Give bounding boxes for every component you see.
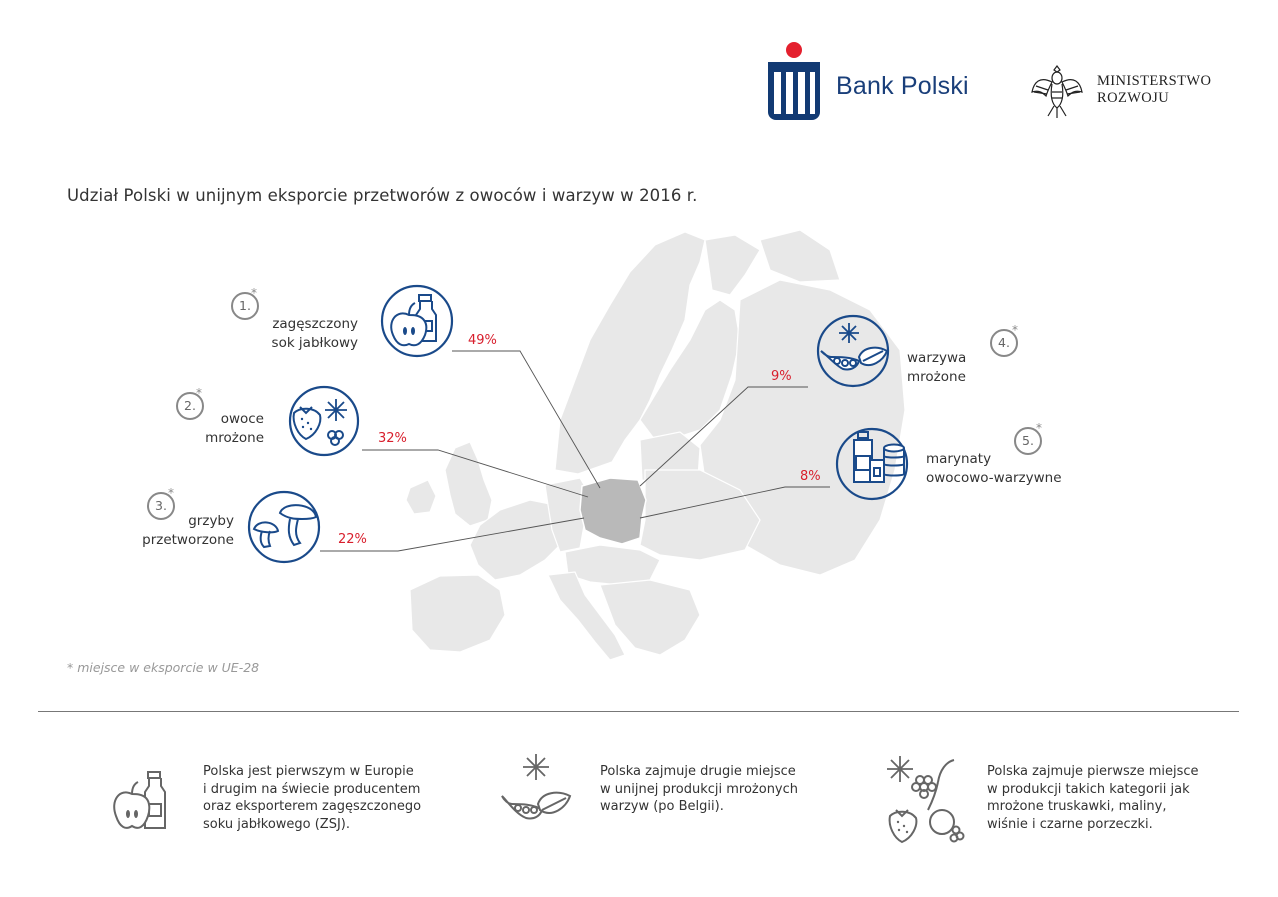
fact-1-text	[203, 763, 421, 833]
preserves-jar-icon	[834, 426, 910, 506]
footnote: * miejsce w eksporcie w UE-28	[67, 660, 260, 675]
rank-star-2: *	[196, 386, 202, 400]
fact-3-text	[987, 763, 1199, 833]
rank-badge-3: 3.	[147, 492, 175, 520]
item-percent-1: 49%	[468, 333, 497, 348]
rank-star-1: *	[251, 286, 257, 300]
item-percent-3: 22%	[338, 532, 367, 547]
fact-frozen-vegetables-icon	[498, 752, 578, 838]
item-label-5-line2: owocowo-warzywne	[926, 470, 1062, 486]
bank-name: Bank Polski	[836, 72, 969, 100]
europe-countries	[406, 230, 905, 660]
fact-3-line2: w produkcji takich kategorii jak	[987, 781, 1190, 797]
item-label-4-line2: mrożone	[907, 369, 966, 385]
item-label-3-line2: przetworzone	[142, 532, 234, 548]
item-label-1	[262, 315, 358, 353]
item-label-4	[907, 349, 987, 387]
apple-juice-icon	[379, 283, 455, 363]
item-label-5-line1: marynaty	[926, 451, 992, 467]
rank-badge-5: 5.	[1014, 427, 1042, 455]
item-label-5	[926, 450, 1076, 488]
rank-badge-2: 2.	[176, 392, 204, 420]
fact-1-line3: oraz eksporterem zagęszczonego	[203, 799, 422, 814]
fact-1-line4: soku jabłkowego (ZSJ).	[203, 816, 351, 832]
page-title: Udział Polski w unijnym eksporcie przetworów z owoców i warzyw w 2016 r.	[67, 186, 698, 205]
fact-1-line1: Polska jest pierwszym w Europie	[203, 764, 414, 779]
ministry-line1: MINISTERSTWO	[1097, 73, 1212, 89]
fact-3-line4: wiśnie i czarne porzeczki.	[987, 816, 1153, 832]
item-label-2-line2: mrożone	[205, 430, 264, 446]
item-label-2	[190, 410, 264, 448]
divider	[38, 711, 1239, 712]
poland-highlight	[580, 478, 646, 544]
fact-1-line2: i drugim na świecie producentem	[203, 781, 421, 797]
fact-frozen-berries-icon	[882, 754, 966, 850]
item-label-1-line2: sok jabłkowy	[271, 335, 358, 351]
item-label-2-line1: owoce	[220, 411, 264, 427]
frozen-fruit-icon	[284, 385, 362, 463]
rank-star-5: *	[1036, 421, 1042, 435]
fact-apple-juice-icon	[110, 768, 176, 844]
fact-2-line2: w unijnej produkcji mrożonych	[600, 781, 799, 797]
fact-2-line3: warzyw (po Belgii).	[600, 799, 724, 814]
rank-star-4: *	[1012, 323, 1018, 337]
item-percent-4: 9%	[771, 369, 792, 384]
fact-2-text	[600, 763, 798, 816]
frozen-vegetables-icon	[815, 313, 891, 393]
mushroom-icon	[244, 489, 324, 569]
ministry-line2: ROZWOJU	[1097, 90, 1170, 106]
fact-3-line1: Polska zajmuje pierwsze miejsce	[987, 764, 1199, 779]
rank-badge-1: 1.	[231, 292, 259, 320]
item-label-3-line1: grzyby	[188, 513, 234, 529]
item-percent-2: 32%	[378, 431, 407, 446]
fact-2-line1: Polska zajmuje drugie miejsce	[600, 764, 796, 779]
item-percent-5: 8%	[800, 469, 821, 484]
item-label-1-line1: zagęszczony	[272, 316, 358, 332]
item-label-4-line1: warzywa	[907, 350, 967, 366]
item-label-3	[130, 512, 234, 550]
rank-star-3: *	[168, 486, 174, 500]
fact-3-line3: mrożone truskawki, maliny,	[987, 799, 1167, 814]
rank-badge-4: 4.	[990, 329, 1018, 357]
